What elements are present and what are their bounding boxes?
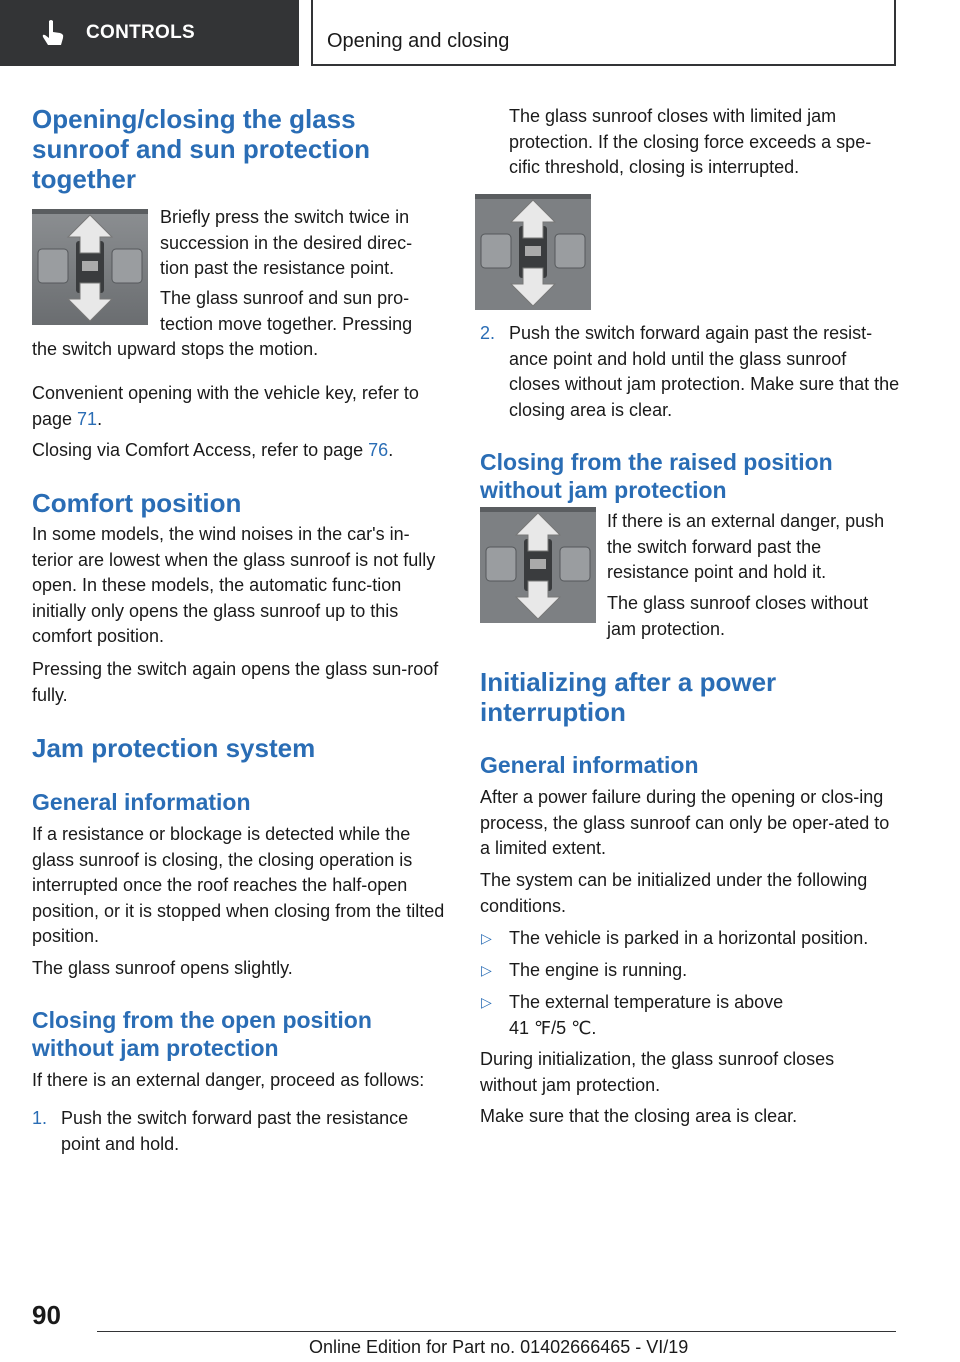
condition-1: The vehicle is parked in a horizontal position.	[509, 928, 869, 948]
condition-2: The engine is running.	[509, 960, 688, 980]
heading-initializing: Initializing after a power interruption	[480, 667, 777, 727]
chapter-header	[311, 0, 896, 66]
raised-text-1: If there is an external danger, push the switch forward past the resistance point and hold it.	[607, 511, 885, 582]
together-step: Briefly press the switch twice in succession in the desired direc-tion past the resistance point.	[160, 207, 413, 278]
heading-comfort-position: Comfort position	[32, 488, 242, 518]
bullet-triangle-icon: ▷	[481, 930, 492, 946]
step-number-1: 1.	[32, 1108, 48, 1128]
pointing-hand-icon	[36, 16, 70, 50]
heading-closing-open: Closing from the open position without jam protection	[32, 1007, 372, 1061]
page-link-71[interactable]: 71	[77, 408, 98, 429]
heading-closing-raised: Closing from the raised position without jam protection	[480, 449, 833, 503]
together-desc-b: the switch upward stops the motion.	[32, 339, 319, 359]
step-number-2: 2.	[480, 323, 496, 343]
heading-general-info-left: General information	[32, 789, 251, 815]
condition-3: The external temperature is above 41 ℉/5 ℃.	[509, 992, 784, 1038]
bullet-triangle-icon: ▷	[481, 994, 492, 1010]
raised-text-2: The glass sunroof closes without jam protection.	[607, 593, 869, 639]
together-desc-a: The glass sunroof and sun pro-tection move together. Pressing	[160, 288, 413, 334]
edition-text: Online Edition for Part no. 01402666465 - VI/19	[309, 1337, 689, 1357]
bullet-triangle-icon: ▷	[481, 962, 492, 978]
chapter-title: Opening and closing	[327, 30, 510, 52]
switch-illustration	[32, 209, 148, 325]
heading-general-info-right: General information	[480, 752, 699, 778]
page-number: 90	[32, 1300, 61, 1330]
page-link-76[interactable]: 76	[368, 440, 389, 460]
convenient-opening-text: Convenient opening with the vehicle key, refer to page 71.	[32, 383, 419, 429]
init-text-1: After a power failure during the opening or clos-ing process, the glass sunroof can only be oper-ated to a limited extent.	[480, 787, 890, 858]
step-2-text: Push the switch forward again past the resist-ance point and hold until the glass sunroof closes without jam protection. Make sure that the closing area is clear.	[509, 323, 900, 420]
heading-jam-protection: Jam protection system	[32, 733, 316, 763]
footer-divider	[97, 1331, 896, 1332]
closing-open-text: If there is an external danger, proceed as follows:	[32, 1070, 425, 1090]
heading-opening-together: Opening/closing the glass sunroof and sun protection together	[32, 104, 370, 194]
init-text-2: The system can be initialized under the following conditions.	[480, 870, 868, 916]
init-text-3: During initialization, the glass sunroof closes without jam protection.	[480, 1049, 835, 1095]
section-tab[interactable]	[0, 0, 299, 66]
init-text-4: Make sure that the closing area is clear.	[480, 1106, 798, 1126]
comfort-text-2: Pressing the switch again opens the glass sun-roof fully.	[32, 659, 439, 705]
jam-text-2: The glass sunroof opens slightly.	[32, 958, 293, 978]
switch-illustration	[480, 507, 596, 623]
jam-text-1: If a resistance or blockage is detected while the glass sunroof is closing, the closing operation is interrupted once the roof reaches the half-open position, or it is stopped when closing from the tilted position.	[32, 824, 445, 946]
switch-illustration	[475, 194, 591, 310]
comfort-text-1: In some models, the wind noises in the car's in-terior are lowest when the glass sunroof is not fully open. In these models, the automatic func-tion initially only opens the glass sunroof up to this comfort position.	[32, 524, 436, 646]
comfort-access-text: Closing via Comfort Access, refer to page 76.	[32, 440, 394, 460]
section-label: CONTROLS	[86, 22, 196, 43]
limited-jam-text: The glass sunroof closes with limited jam protection. If the closing force exceeds a spe-cific threshold, closing is interrupted.	[509, 106, 872, 177]
step-1-text: Push the switch forward past the resistance point and hold.	[61, 1108, 409, 1154]
